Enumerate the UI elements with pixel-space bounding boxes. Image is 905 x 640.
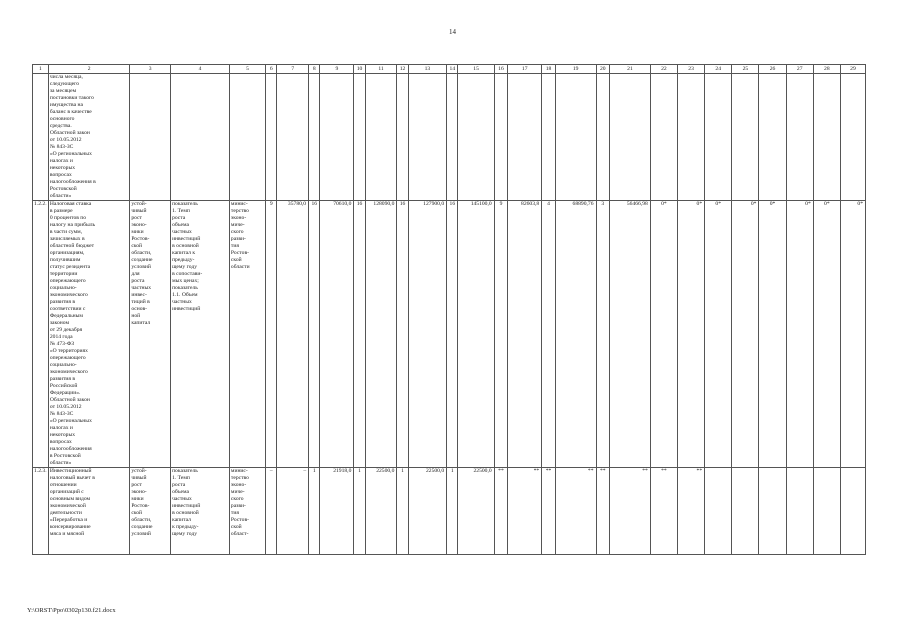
value-cell: 16 (397, 201, 408, 468)
value-cell (759, 74, 786, 201)
value-cell: 0* (840, 201, 865, 468)
value-cell: 1 (397, 468, 408, 555)
column-number: 5 (229, 65, 265, 74)
value-cell (408, 74, 446, 201)
value-cell: 1 (447, 468, 458, 555)
curator-cell (229, 74, 265, 201)
value-cell: 22500,0 (365, 468, 397, 555)
value-cell: 0* (732, 201, 759, 468)
cell-text: 1.2.3. (34, 468, 47, 474)
value-cell: ** (508, 468, 542, 555)
value-cell: 22500,0 (408, 468, 446, 555)
column-number: 3 (130, 65, 171, 74)
value-cell (813, 468, 840, 555)
curator-cell: минис- терство эконо- миче- ского разви- тия Ростов- ской области (229, 201, 265, 468)
column-number: 21 (610, 65, 651, 74)
value-cell: 16 (447, 201, 458, 468)
value-cell (732, 468, 759, 555)
column-number: 4 (171, 65, 230, 74)
value-cell (354, 74, 365, 201)
value-cell: ** (677, 468, 704, 555)
value-cell (813, 74, 840, 201)
value-cell: ** (596, 468, 610, 555)
value-cell: 0* (759, 201, 786, 468)
value-cell: – (277, 468, 309, 555)
file-path-footer: Y:\ORST\Ppo\0302p130.f21.docx (27, 607, 116, 614)
value-cell (277, 74, 309, 201)
value-cell (596, 74, 610, 201)
column-number: 22 (650, 65, 677, 74)
column-number: 23 (677, 65, 704, 74)
value-cell (365, 74, 397, 201)
value-cell: 16 (309, 201, 320, 468)
value-cell: ** (542, 468, 556, 555)
value-cell (610, 74, 651, 201)
value-cell: 1 (354, 468, 365, 555)
indicator-cell (171, 74, 230, 201)
cell-text: показатель 1. Темп роста объема частных инвестиций в основной капитал к предыду- щему году (172, 468, 201, 537)
curator-cell (229, 468, 265, 555)
column-number: 19 (555, 65, 596, 74)
value-cell: 0* (650, 201, 677, 468)
value-cell: 9 (266, 201, 277, 468)
goal-cell: устой- чивый рост эконо- мики Ростов- ской области, создание условий для роста частных инвес- тиций в основ- ной капитал (130, 201, 171, 468)
column-number: 18 (542, 65, 556, 74)
value-cell: 145100,0 (458, 201, 494, 468)
column-number: 25 (732, 65, 759, 74)
column-number: 10 (354, 65, 365, 74)
column-number: 17 (508, 65, 542, 74)
value-cell: ** (555, 468, 596, 555)
measure-description-cell: Налоговая ставка в размере 0 процентов по налогу на прибыль в части сумм, зачисляемых в областной бюджет организациям, получившим статус резидента территории опережающего социально- экономического развития в соответствии с Федеральным законом от 29 декабря 2014 года № 473-ФЗ «О территориях опережающего социально- экономического развития в Российской Федерации». Областной закон от 10.05.2012 № 843-ЗС «О региональных налогах и некоторых вопросах налогообложения в Ростовской области» (48, 201, 129, 468)
value-cell: 56466,98 (610, 201, 651, 468)
value-cell (705, 468, 732, 555)
value-cell (840, 74, 865, 201)
value-cell (542, 74, 556, 201)
value-cell (786, 468, 813, 555)
value-cell: 82603,8 (508, 201, 542, 468)
value-cell: 70610,0 (320, 201, 354, 468)
value-cell: 128090,0 (365, 201, 397, 468)
measure-description-cell (48, 468, 129, 555)
row-number-cell: 1.2.2. (33, 201, 49, 468)
table-row (33, 74, 866, 201)
value-cell (732, 74, 759, 201)
column-number: 12 (397, 65, 408, 74)
value-cell (494, 74, 508, 201)
column-number: 8 (309, 65, 320, 74)
value-cell: 1 (309, 468, 320, 555)
column-number: 11 (365, 65, 397, 74)
value-cell: 3 (596, 201, 610, 468)
value-cell: 0* (677, 201, 704, 468)
value-cell: 35780,0 (277, 201, 309, 468)
value-cell: 4 (542, 201, 556, 468)
column-number: 9 (320, 65, 354, 74)
cell-text: минис- терство эконо- миче- ского разви- тия Ростов- ской област- (230, 468, 249, 537)
value-cell (320, 74, 354, 201)
value-cell: 127900,0 (408, 201, 446, 468)
cell-text: устой- чивый рост эконо- мики Ростов- ской области, создание условий (131, 468, 153, 537)
column-number: 27 (786, 65, 813, 74)
value-cell (458, 74, 494, 201)
value-cell (705, 74, 732, 201)
value-cell (759, 468, 786, 555)
column-number: 6 (266, 65, 277, 74)
value-cell (786, 74, 813, 201)
page-number: 14 (449, 28, 456, 36)
value-cell: 0* (786, 201, 813, 468)
column-number: 26 (759, 65, 786, 74)
value-cell: 0* (705, 201, 732, 468)
column-number-row (33, 65, 866, 74)
budget-table (32, 64, 866, 555)
value-cell: 21918,0 (320, 468, 354, 555)
row-number-cell (33, 74, 49, 201)
column-number: 13 (408, 65, 446, 74)
row-number-cell (33, 468, 49, 555)
value-cell: – (266, 468, 277, 555)
column-number: 20 (596, 65, 610, 74)
value-cell: ** (650, 468, 677, 555)
column-number: 24 (705, 65, 732, 74)
column-number: 1 (33, 65, 49, 74)
column-number: 7 (277, 65, 309, 74)
value-cell: ** (494, 468, 508, 555)
value-cell: 22500,0 (458, 468, 494, 555)
value-cell (840, 468, 865, 555)
table-row (33, 468, 866, 555)
cell-text: Инвестиционный налоговый вычет в отношении организаций с основным видом экономической деятельности «Переработка и консервирование мяса и мясной (49, 468, 95, 537)
value-cell: 16 (354, 201, 365, 468)
indicator-cell (171, 468, 230, 555)
column-number: 14 (447, 65, 458, 74)
column-number: 2 (48, 65, 129, 74)
column-number: 28 (813, 65, 840, 74)
value-cell (447, 74, 458, 201)
goal-cell (130, 468, 171, 555)
value-cell: ** (610, 468, 651, 555)
goal-cell (130, 74, 171, 201)
measure-description-cell: числа месяца, следующего за месяцем постановки такого имущества на баланс в качестве основного средства. Областной закон от 10.05.2012 № 843-ЗС «О региональных налогах и некоторых вопросах налогообложения в Ростовской области» (48, 74, 129, 201)
value-cell (309, 74, 320, 201)
value-cell: 68890,76 (555, 201, 596, 468)
indicator-cell: показатель 1. Темп роста объема частных инвестиций в основной капитал к предыду- щему году в сопостави- мых ценах; показатель 1.1. Объем частных инвестиций (171, 201, 230, 468)
value-cell: 0* (813, 201, 840, 468)
value-cell (555, 74, 596, 201)
value-cell (266, 74, 277, 201)
column-number: 29 (840, 65, 865, 74)
column-number: 16 (494, 65, 508, 74)
value-cell (677, 74, 704, 201)
value-cell (508, 74, 542, 201)
table-row (33, 201, 866, 468)
column-number: 15 (458, 65, 494, 74)
value-cell (650, 74, 677, 201)
value-cell: 9 (494, 201, 508, 468)
value-cell (397, 74, 408, 201)
